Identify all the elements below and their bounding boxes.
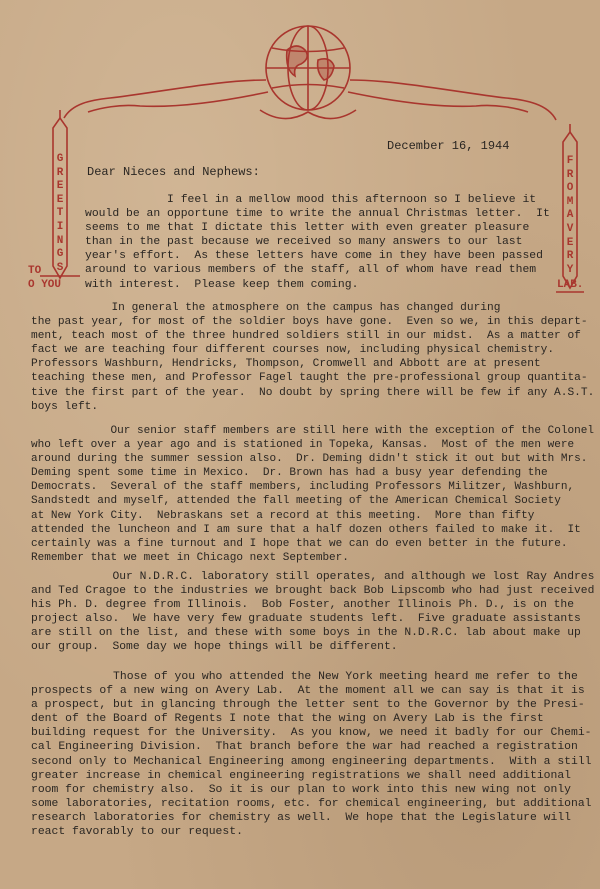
letter-line: our group. Some day we hope things will be different. <box>31 641 398 654</box>
vertical-letter: O <box>566 182 574 195</box>
letter-line: a prospect, but in glancing through the letter sent to the Governor by the Presi- <box>31 699 585 712</box>
letter-line: his Ph. D. degree from Illinois. Bob Foster, another Illinois Ph. D., is on the <box>31 599 575 612</box>
letter-line: at New York City. Nebraskans set a record at this meeting. More than fifty <box>31 509 535 522</box>
letter-line: are still on the list, and these with some boys in the N.D.R.C. lab about make up <box>31 627 581 640</box>
letterhead-to-label: TO <box>28 265 42 277</box>
letter-line: I feel in a mellow mood this afternoon so I believe it <box>85 194 537 206</box>
letter-line: Deming spent some time in Mexico. Dr. Brown has had a busy year defending the <box>31 467 548 480</box>
letter-line: Our senior staff members are still here with the exception of the Colonel <box>31 425 595 437</box>
letter-line: tive the first part of the year. No doubt by spring there will be few if any A.S.T. <box>31 386 595 399</box>
letter-line: seems to me that I dictate this letter with even greater pleasure <box>85 222 530 235</box>
letter-line: ment, teach most of the three hundred soldiers still in our midst. As a matter of <box>31 330 581 343</box>
letter-line: dent of the Board of Regents I note that the wing on Avery Lab is the first <box>31 713 544 726</box>
vertical-letter: M <box>566 195 574 208</box>
vertical-letter: S <box>56 261 64 274</box>
letter-line: who left over a year ago and is stationed in Topeka, Kansas. Most of the men were <box>31 439 575 452</box>
letter-line: project also. We have very few graduate students left. Five graduate assistants <box>31 613 581 626</box>
letter-line: second only to Mechanical Engineering among engineering departments. With a still <box>31 755 592 768</box>
letter-line: Remember that we meet in Chicago next September. <box>31 551 349 564</box>
letter-line: greater increase in chemical engineering registrations we shall need additional <box>31 769 572 782</box>
vertical-letter: E <box>566 236 574 249</box>
letter-line: attended the luncheon and I am sure that a half dozen others failed to make it. It <box>31 523 581 536</box>
globe-icon <box>266 26 350 110</box>
vertical-letter: R <box>56 166 64 179</box>
letter-line: Democrats. Several of the staff members, including Professors Militzer, Washburn, <box>31 481 575 494</box>
vertical-letter: T <box>56 207 64 220</box>
letter-line: research laboratories for chemistry as well. We hope that the Legislature will <box>31 811 572 824</box>
letter-line: around during the summer session also. Dr. Deming didn't stick it out but with Mrs. <box>31 453 588 466</box>
letter-date: December 16, 1944 <box>387 139 510 153</box>
letter-line: Those of you who attended the New York meeting heard me refer to the <box>31 671 578 683</box>
letter-line: boys left. <box>31 400 99 413</box>
letter-line: around to various members of the staff, all of whom have read them <box>85 264 537 277</box>
letter-line: than in the past because we received so many answers to our last <box>85 236 523 249</box>
letterhead-greetings-vertical <box>53 153 67 275</box>
letter-line: the past year, for most of the soldier boys have gone. Even so we, in this depart- <box>31 316 588 329</box>
vertical-letter: V <box>566 222 574 235</box>
letter-line: with interest. Please keep them coming. <box>85 278 359 291</box>
vertical-letter: Y <box>566 263 574 276</box>
vertical-letter: G <box>56 248 64 261</box>
paragraph-2 <box>31 301 594 414</box>
letterhead-you-label: O YOU <box>28 279 62 291</box>
letter-line: fact we are teaching four different courses now, including physical chemistry. <box>31 344 555 357</box>
vertical-letter: F <box>566 155 574 167</box>
letterhead-from-avery-vertical <box>563 155 577 277</box>
letter-line: Professors Washburn, Hendricks, Thompson, Cromwell and Abbott are at present <box>31 358 541 371</box>
letter-line: would be an opportune time to write the annual Christmas letter. It <box>85 208 550 221</box>
paragraph-1 <box>85 193 550 292</box>
paragraph-3 <box>31 424 594 565</box>
letter-line: prospects of a new wing on Avery Lab. At the moment all we can say is that it is <box>31 685 585 698</box>
letter-line: room for chemistry also. So it is our plan to work into this new wing not only <box>31 783 572 796</box>
letter-line: cal Engineering Division. That branch before the war had reached a registration <box>31 741 578 754</box>
letter-salutation: Dear Nieces and Nephews: <box>87 165 260 179</box>
letter-line: teaching these men, and Professor Fagel taught the pre-professional group quantita- <box>31 372 588 385</box>
paragraph-5 <box>31 670 592 839</box>
vertical-letter: E <box>56 193 64 206</box>
vertical-letter: E <box>56 180 64 193</box>
vertical-letter: N <box>56 234 64 247</box>
letterhead-lab-label: LAB. <box>557 279 584 291</box>
letter-line: and Ted Cragoe to the industries we brought back Bob Lipscomb who had just received <box>31 585 595 598</box>
vertical-letter: I <box>56 220 64 233</box>
paragraph-4 <box>31 570 594 655</box>
vertical-letter: G <box>56 153 64 165</box>
vertical-letter: A <box>566 209 574 222</box>
letter-line: In general the atmosphere on the campus has changed during <box>31 302 501 314</box>
letter-line: building request for the University. As you know, we need it badly for our Chemi- <box>31 727 592 740</box>
letter-line: Sandstedt and myself, attended the fall meeting of the American Chemical Society <box>31 495 561 508</box>
vertical-letter: R <box>566 250 574 263</box>
letter-line: certainly was a fine turnout and I hope that we can do even better in the future. <box>31 537 568 550</box>
letter-line: year's effort. As these letters have come in they have been passed <box>85 250 543 263</box>
letter-line: Our N.D.R.C. laboratory still operates, and although we lost Ray Andres <box>31 571 595 583</box>
letter-line: react favorably to our request. <box>31 826 243 839</box>
vertical-letter: R <box>566 168 574 181</box>
letter-line: some laboratories, recitation rooms, etc. for chemical engineering, but additional <box>31 797 592 810</box>
